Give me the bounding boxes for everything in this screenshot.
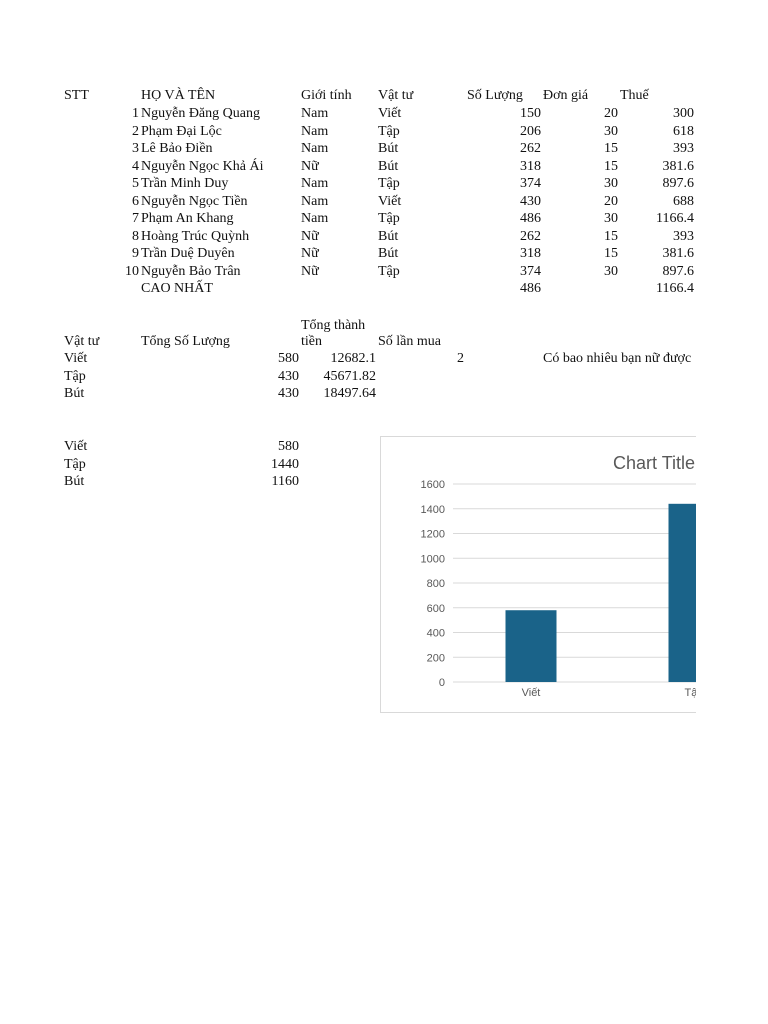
- summary-item: Viết: [64, 351, 88, 366]
- summary-total-money: 45671.82: [323, 368, 376, 384]
- row-item: Viết: [378, 193, 402, 209]
- row-name: Nguyễn Đăng Quang: [141, 106, 260, 121]
- row-price: 15: [604, 228, 618, 244]
- row-gender: Nữ: [301, 228, 319, 244]
- y-tick-label: 0: [438, 677, 445, 689]
- row-tax: 300: [673, 106, 694, 121]
- chart-source-value: 580: [278, 439, 299, 454]
- header-item: Vật tư: [378, 88, 414, 103]
- bar: [506, 610, 557, 682]
- row-name: Phạm Đại Lộc: [141, 123, 222, 139]
- row-qty: 262: [520, 141, 541, 156]
- y-tick-label: 1000: [420, 553, 445, 566]
- row-stt: 8: [132, 228, 139, 244]
- row-gender: Nam: [301, 176, 329, 191]
- row-price: 30: [604, 176, 618, 191]
- summary-total-money: 18497.64: [323, 386, 376, 401]
- row-name: Trần Duệ Duyên: [141, 246, 235, 261]
- header2-item: Vật tư: [64, 334, 100, 349]
- row-gender: Nam: [301, 211, 329, 226]
- header-tax: Thuế: [620, 88, 649, 103]
- row-price: 20: [604, 193, 618, 209]
- row-price: 20: [604, 106, 618, 121]
- row-tax: 897.6: [662, 176, 694, 191]
- row-qty: 374: [520, 263, 541, 279]
- row-item: Bút: [378, 158, 399, 174]
- header2-buy-count: Số lần mua: [378, 334, 441, 349]
- row-gender: Nữ: [301, 263, 319, 279]
- y-tick-label: 1600: [420, 479, 445, 491]
- max-label: CAO NHẤT: [141, 281, 213, 296]
- chart-source-item: Viết: [64, 439, 88, 454]
- row-item: Bút: [378, 228, 399, 244]
- row-gender: Nam: [301, 123, 329, 139]
- y-tick-label: 1400: [420, 503, 445, 516]
- summary-total-money: 12682.1: [330, 351, 376, 366]
- chart-area[interactable]: [380, 436, 704, 713]
- row-stt: 4: [132, 158, 139, 174]
- row-qty: 262: [520, 228, 541, 244]
- header-total-money-line2: tiền: [301, 334, 322, 349]
- chart-source-value: 1160: [271, 474, 299, 489]
- row-item: Tập: [378, 263, 400, 279]
- row-stt: 1: [132, 106, 139, 121]
- row-item: Tập: [378, 211, 400, 226]
- row-stt: 6: [132, 193, 139, 209]
- summary-item: Tập: [64, 368, 86, 384]
- y-tick-label: 600: [426, 602, 445, 615]
- row-stt: 3: [132, 141, 139, 156]
- chart-title: Chart Title: [613, 453, 696, 473]
- row-tax: 618: [673, 123, 694, 139]
- row-price: 15: [604, 246, 618, 261]
- bar: [669, 504, 697, 682]
- row-qty: 374: [520, 176, 541, 191]
- bar-chart: [381, 437, 704, 712]
- row-stt: 7: [132, 211, 139, 226]
- row-tax: 897.6: [662, 263, 694, 279]
- row-qty: 206: [520, 123, 541, 139]
- row-price: 30: [604, 211, 618, 226]
- row-name: Nguyễn Ngọc Tiền: [141, 193, 248, 209]
- row-tax: 381.6: [662, 158, 694, 174]
- header-total-money-line1: Tổng thành: [301, 318, 366, 333]
- row-stt: 5: [132, 176, 139, 191]
- row-name: Lê Bảo Điền: [141, 141, 213, 156]
- x-tick-label: Tập: [684, 687, 704, 699]
- row-qty: 318: [520, 246, 541, 261]
- row-price: 15: [604, 158, 618, 174]
- max-qty: 486: [520, 281, 541, 296]
- header-qty: Số Lượng: [467, 88, 523, 103]
- row-tax: 381.6: [662, 246, 694, 261]
- row-item: Tập: [378, 123, 400, 139]
- summary-buy-count: 2: [457, 351, 464, 366]
- header2-total-qty: Tổng Số Lượng: [141, 334, 230, 349]
- summary-total-qty: 430: [278, 386, 299, 401]
- chart-source-value: 1440: [271, 456, 299, 472]
- row-gender: Nữ: [301, 158, 319, 174]
- row-gender: Nữ: [301, 246, 319, 261]
- y-tick-label: 800: [426, 578, 445, 590]
- row-item: Bút: [378, 141, 399, 156]
- row-qty: 318: [520, 158, 541, 174]
- header-gender: Giới tính: [301, 88, 352, 103]
- summary-total-qty: 580: [278, 351, 299, 366]
- row-item: Bút: [378, 246, 399, 261]
- row-name: Phạm An Khang: [141, 211, 234, 226]
- row-tax: 1166.4: [656, 211, 694, 226]
- row-gender: Nam: [301, 141, 329, 156]
- row-price: 30: [604, 123, 618, 139]
- row-name: Nguyễn Bảo Trân: [141, 263, 241, 279]
- row-stt: 10: [125, 263, 139, 279]
- row-tax: 688: [673, 193, 694, 209]
- chart-source-item: Bút: [64, 474, 85, 489]
- y-tick-label: 1200: [420, 528, 445, 541]
- row-price: 30: [604, 263, 618, 279]
- y-tick-label: 400: [426, 627, 445, 640]
- row-gender: Nam: [301, 106, 329, 121]
- summary-total-qty: 430: [278, 368, 299, 384]
- row-stt: 9: [132, 246, 139, 261]
- row-price: 15: [604, 141, 618, 156]
- row-tax: 393: [673, 141, 694, 156]
- row-stt: 2: [132, 123, 139, 139]
- header-price: Đơn giá: [543, 88, 589, 103]
- header-stt: STT: [64, 88, 89, 103]
- row-name: Trần Minh Duy: [141, 176, 229, 191]
- y-tick-label: 200: [426, 652, 445, 665]
- row-qty: 150: [520, 106, 541, 121]
- max-tax: 1166.4: [656, 281, 694, 296]
- row-qty: 430: [520, 193, 541, 209]
- row-name: Nguyễn Ngọc Khả Ái: [141, 158, 264, 174]
- row-item: Viết: [378, 106, 402, 121]
- row-gender: Nam: [301, 193, 329, 209]
- row-qty: 486: [520, 211, 541, 226]
- header-name: HỌ VÀ TÊN: [141, 88, 216, 103]
- question-text: Có bao nhiêu bạn nữ được: [543, 351, 692, 366]
- x-tick-label: Viết: [521, 687, 541, 699]
- chart-source-item: Tập: [64, 456, 86, 472]
- row-item: Tập: [378, 176, 400, 191]
- summary-item: Bút: [64, 386, 85, 401]
- row-name: Hoàng Trúc Quỳnh: [141, 228, 250, 244]
- row-tax: 393: [673, 228, 694, 244]
